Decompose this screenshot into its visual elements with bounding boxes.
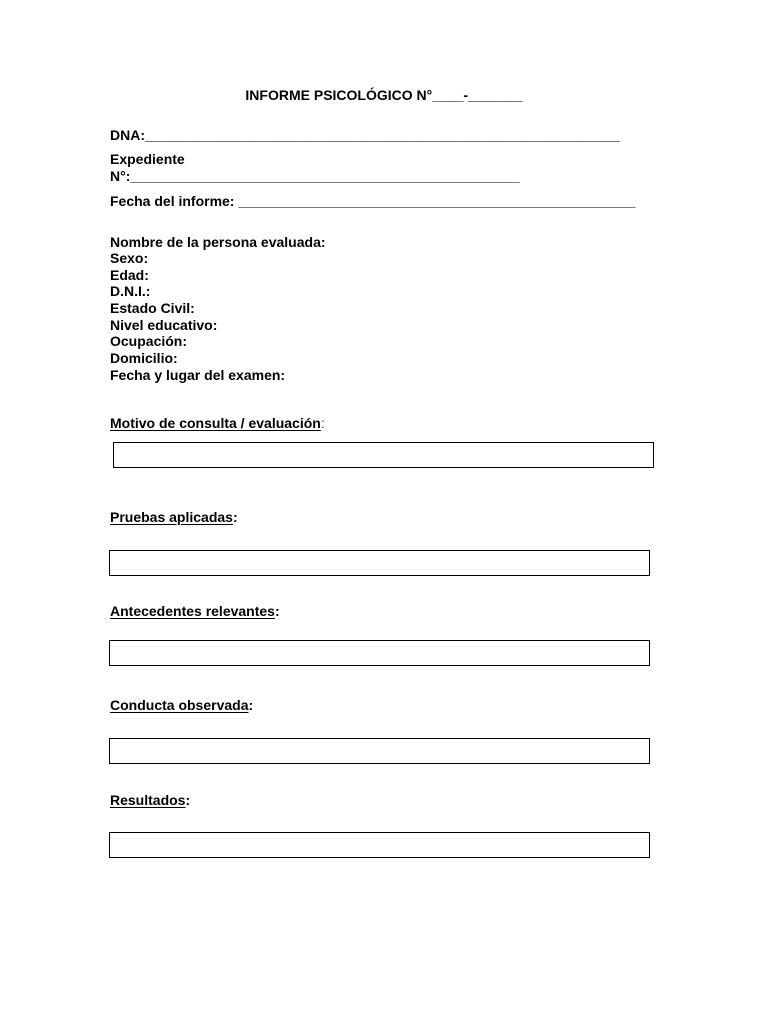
section-colon: : <box>248 697 254 713</box>
person-field-domicilio: Domicilio: <box>110 350 178 366</box>
dna-field: DNA:_____________________________________________________________ <box>110 127 620 143</box>
expediente-number-field: N°:__________________________________________________ <box>110 168 520 184</box>
section-label-antecedentes: Antecedentes relevantes <box>110 603 275 619</box>
fecha-informe-field: Fecha del informe: ___________________________________________________ <box>110 193 636 209</box>
report-title: INFORME PSICOLÓGICO N°____-_______ <box>245 87 523 103</box>
section-colon: : <box>185 792 191 808</box>
person-field-nombre: Nombre de la persona evaluada: <box>110 234 326 250</box>
section-heading-pruebas <box>110 509 238 525</box>
section-heading-antecedentes <box>110 603 280 619</box>
section-heading-motivo <box>110 415 325 431</box>
section-label-resultados: Resultados <box>110 792 186 808</box>
person-field-sexo: Sexo: <box>110 250 149 266</box>
pruebas-answer-box[interactable] <box>109 550 650 576</box>
person-field-nivel-educativo: Nivel educativo: <box>110 317 218 333</box>
conducta-answer-box[interactable] <box>109 738 650 764</box>
expediente-label: Expediente <box>110 151 185 167</box>
antecedentes-answer-box[interactable] <box>109 640 650 666</box>
section-label-motivo: Motivo de consulta / evaluación <box>110 415 321 431</box>
person-field-dni: D.N.I.: <box>110 283 151 299</box>
resultados-answer-box[interactable] <box>109 832 650 858</box>
section-heading-resultados <box>110 792 190 808</box>
section-label-conducta: Conducta observada <box>110 697 249 713</box>
section-colon: : <box>320 415 325 431</box>
section-label-pruebas: Pruebas aplicadas <box>110 509 233 525</box>
person-field-fecha-lugar-examen: Fecha y lugar del examen: <box>110 367 286 383</box>
section-heading-conducta <box>110 697 253 713</box>
person-field-edad: Edad: <box>110 267 149 283</box>
person-field-ocupacion: Ocupación: <box>110 333 188 349</box>
motivo-answer-box[interactable] <box>113 442 654 468</box>
person-field-estado-civil: Estado Civil: <box>110 300 195 316</box>
section-colon: : <box>232 509 238 525</box>
section-colon: : <box>274 603 280 619</box>
